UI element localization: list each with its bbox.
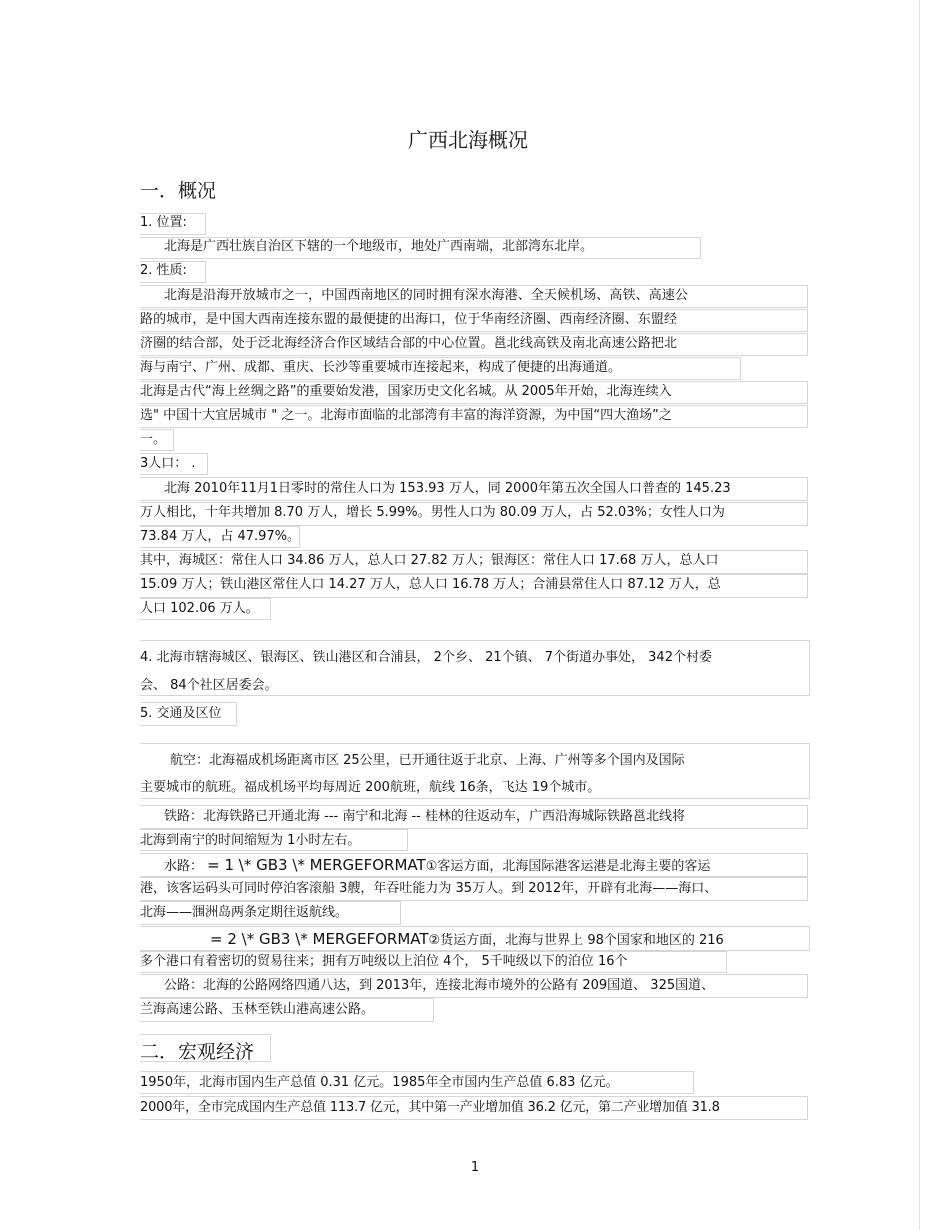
cargo-line: 多个港口有着密切的贸易往来；拥有万吨级以上泊位 4个， 5千吨级以下的泊位 16个 [140, 954, 628, 969]
location-text: 北海是广西壮族自治区下辖的一个地级市，地处广西南端，北部湾东北岸。 [164, 239, 594, 254]
road-line: 兰海高速公路、玉林至铁山港高速公路。 [140, 1002, 375, 1017]
population-line: 人口 102.06 万人。 [140, 601, 259, 616]
nature-line: 路的城市，是中国大西南连接东盟的最便捷的出海口，位于华南经济圈、西南经济圈、东盟经 [140, 312, 678, 327]
rail-line: 北海到南宁的时间缩短为 1小时左右。 [140, 833, 361, 848]
administration-line: 4. 北海市辖海城区、银海区、铁山港区和合浦县， 2个乡、 21个镇、 7个街道办事处， 342个村委 [140, 650, 712, 665]
population-line: 73.84 万人，占 47.97%。 [140, 529, 301, 544]
population-line: 其中，海城区：常住人口 34.86 万人，总人口 27.82 万人；银海区：常住人口 17.68 万人，总人口 [140, 553, 719, 568]
economy-line: 1950年，北海市国内生产总值 0.31 亿元。1985年全市国内生产总值 6.83 亿元。 [140, 1075, 619, 1090]
nature-label: 2. 性质: [140, 263, 187, 278]
waterway-passenger-text: ①客运方面，北海国际港客运港是北海主要的客运 [425, 859, 711, 874]
rail-line: 铁路：北海铁路已开通北海 --- 南宁和北海 -- 桂林的往返动车，广西沿海城际铁路邕北线将 [164, 809, 685, 824]
air-line: 航空：北海福成机场距离市区 25公里，已开通往返于北京、上海、广州等多个国内及国际 [170, 753, 685, 768]
population-label: 3人口： . [140, 456, 196, 471]
section-heading-overview: 一．概况 [140, 180, 217, 202]
nature-line: 选" 中国十大宜居城市 " 之一。北海市面临的北部湾有丰富的海洋资源，为中国“四大渔场”之 [140, 408, 672, 423]
nature-line: 北海是沿海开放城市之一，中国西南地区的同时拥有深水海港、全天候机场、高铁、高速公 [164, 288, 689, 303]
page-number: 1 [470, 1160, 480, 1175]
waterway-line: 港，该客运码头可同时停泊客滚船 3艘，年吞吐能力为 35万人。到 2012年，开辟有北海——海口、 [140, 881, 718, 896]
road-line: 公路：北海的公路网络四通八达，到 2013年，连接北海市境外的公路有 209国道、 325国道、 [164, 978, 715, 993]
document-title: 广西北海概况 [408, 128, 528, 152]
waterway-line: 北海——涠洲岛两条定期往返航线。 [140, 905, 349, 920]
nature-line: 海与南宁、广州、成都、重庆、长沙等重要城市连接起来，构成了便捷的出海通道。 [140, 360, 622, 375]
population-line: 北海 2010年11月1日零时的常住人口为 153.93 万人，同 2000年第五次全国人口普查的 145.23 [164, 481, 731, 496]
section-heading-economy: 二．宏观经济 [140, 1041, 255, 1063]
field-code: = 2 \* GB3 \* MERGEFORMAT [210, 930, 429, 948]
waterway-line [164, 856, 710, 876]
economy-line: 2000年，全市完成国内生产总值 113.7 亿元，其中第一产业增加值 36.2 亿元，第二产业增加值 31.8 [140, 1100, 720, 1115]
population-line: 15.09 万人；铁山港区常住人口 14.27 万人，总人口 16.78 万人；合浦县常住人口 87.12 万人，总 [140, 577, 721, 592]
air-line: 主要城市的航班。福成机场平均每周近 200航班，航线 16条，飞达 19个城市。 [140, 780, 601, 795]
cargo-line [210, 930, 724, 950]
location-label: 1. 位置: [140, 215, 187, 230]
waterway-label: 水路： [164, 859, 204, 874]
population-line: 万人相比，十年共增加 8.70 万人，增长 5.99%。男性人口为 80.09 万人，占 52.03%；女性人口为 [140, 505, 725, 520]
field-code: = 1 \* GB3 \* MERGEFORMAT [207, 856, 426, 874]
cargo-text: ②货运方面，北海与世界上 98个国家和地区的 216 [428, 933, 724, 948]
nature-line: 北海是古代“海上丝绸之路”的重要始发港，国家历史文化名城。从 2005年开始，北海连续入 [140, 384, 672, 399]
nature-line: 济圈的结合部，处于泛北海经济合作区域结合部的中心位置。邕北线高铁及南北高速公路把北 [140, 336, 678, 351]
nature-line: 一。 [140, 432, 167, 447]
administration-line: 会、 84个社区居委会。 [140, 678, 278, 693]
transport-label: 5. 交通及区位 [140, 706, 222, 721]
page-edge [919, 0, 920, 1230]
